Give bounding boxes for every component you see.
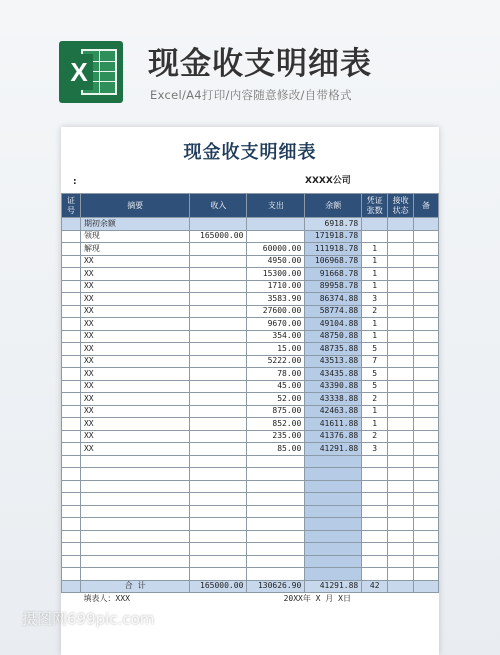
header-cell: 余额 [305,194,362,218]
summary-cell: XX [80,368,190,381]
footer-row [62,593,439,606]
header-cell: 摘要 [80,194,190,218]
balance-cell: 111918.78 [305,243,362,256]
table-row [62,418,439,431]
header-cell: 支出 [247,194,305,218]
total-balance: 41291.88 [305,580,362,593]
table-row [62,280,439,293]
expense-cell: 78.00 [247,368,305,381]
summary-cell: XX [80,405,190,418]
expense-cell: 4950.00 [247,255,305,268]
voucher-count-cell: 2 [362,305,388,318]
table-row [62,430,439,443]
empty-row [62,518,439,531]
voucher-count-cell: 1 [362,243,388,256]
table-row [62,305,439,318]
voucher-count-cell: 1 [362,405,388,418]
total-row [62,580,439,593]
expense-cell: 875.00 [247,405,305,418]
unit-label: : [73,177,77,187]
summary-cell: XX [80,443,190,456]
empty-row [62,505,439,518]
income-cell: 165000.00 [190,230,247,243]
income-cell [190,255,247,268]
summary-cell: 领现 [80,230,190,243]
table-row [62,330,439,343]
empty-row [62,493,439,506]
opening-balance: 6918.78 [305,218,362,231]
voucher-count-cell: 3 [362,293,388,306]
expense-cell: 235.00 [247,430,305,443]
balance-cell: 48735.88 [305,343,362,356]
expense-cell: 85.00 [247,443,305,456]
income-cell [190,443,247,456]
table-row [62,368,439,381]
summary-cell: XX [80,318,190,331]
voucher-count-cell: 1 [362,330,388,343]
expense-cell: 52.00 [247,393,305,406]
income-cell [190,380,247,393]
empty-row [62,555,439,568]
voucher-count-cell: 1 [362,268,388,281]
header-cell: 证号 [62,194,81,218]
total-expense: 130626.90 [247,580,305,593]
preparer: 填表人：XXX [80,593,190,606]
voucher-count-cell: 5 [362,368,388,381]
voucher-count-cell: 3 [362,443,388,456]
table-row [62,443,439,456]
voucher-count-cell: 7 [362,355,388,368]
table-row [62,380,439,393]
excel-icon: X [59,41,123,103]
empty-row [62,455,439,468]
empty-row [62,543,439,556]
summary-cell: XX [80,268,190,281]
summary-cell: XX [80,343,190,356]
table-row [62,318,439,331]
voucher-count-cell: 2 [362,430,388,443]
opening-balance-row [62,218,439,231]
summary-cell: XX [80,393,190,406]
expense-cell: 852.00 [247,418,305,431]
header-cell: 备 [414,194,439,218]
expense-cell: 45.00 [247,380,305,393]
summary-cell: XX [80,418,190,431]
balance-cell: 43435.88 [305,368,362,381]
table-row [62,230,439,243]
summary-cell: XX [80,293,190,306]
company-name: XXXX公司 [305,176,351,186]
income-cell [190,243,247,256]
cash-ledger-table [61,193,439,605]
balance-cell: 48750.88 [305,330,362,343]
balance-cell: 171918.78 [305,230,362,243]
balance-cell: 41376.88 [305,430,362,443]
sheet-title: 现金收支明细表 [183,142,317,163]
income-cell [190,293,247,306]
header-cell: 接收状态 [388,194,414,218]
income-cell [190,305,247,318]
banner-subtitle: Excel/A4打印/内容随意修改/自带格式 [150,88,352,102]
table-row [62,243,439,256]
voucher-count-cell [362,230,388,243]
expense-cell: 354.00 [247,330,305,343]
voucher-count-cell: 1 [362,280,388,293]
table-row [62,343,439,356]
balance-cell: 41291.88 [305,443,362,456]
balance-cell: 49104.88 [305,318,362,331]
balance-cell: 42463.88 [305,405,362,418]
banner [0,0,500,118]
empty-row [62,468,439,481]
balance-cell: 89958.78 [305,280,362,293]
income-cell [190,280,247,293]
voucher-count-cell: 1 [362,318,388,331]
summary-cell: XX [80,430,190,443]
income-cell [190,355,247,368]
expense-cell: 15300.00 [247,268,305,281]
voucher-count-cell: 1 [362,418,388,431]
voucher-count-cell: 1 [362,255,388,268]
header-cell: 凭证张数 [362,194,388,218]
summary-cell: XX [80,330,190,343]
income-cell [190,268,247,281]
expense-cell: 9670.00 [247,318,305,331]
income-cell [190,368,247,381]
summary-cell: XX [80,280,190,293]
income-cell [190,405,247,418]
summary-cell: XX [80,380,190,393]
table-row [62,393,439,406]
table-row [62,405,439,418]
balance-cell: 43390.88 [305,380,362,393]
banner-title: 现金收支明细表 [148,46,372,82]
balance-cell: 58774.88 [305,305,362,318]
expense-cell: 5222.00 [247,355,305,368]
income-cell [190,393,247,406]
total-vouchers: 42 [362,580,388,593]
expense-cell: 60000.00 [247,243,305,256]
balance-cell: 41611.88 [305,418,362,431]
table-row [62,255,439,268]
table-row [62,293,439,306]
balance-cell: 106968.78 [305,255,362,268]
empty-row [62,530,439,543]
income-cell [190,343,247,356]
header-row [62,194,439,218]
spreadsheet-page [61,127,439,655]
watermark: 摄图网699pic.com [22,610,155,628]
voucher-count-cell: 5 [362,343,388,356]
header-cell: 收入 [190,194,247,218]
empty-row [62,568,439,581]
expense-cell: 27600.00 [247,305,305,318]
opening-label: 期初余额 [80,218,190,231]
voucher-count-cell: 5 [362,380,388,393]
income-cell [190,418,247,431]
income-cell [190,430,247,443]
balance-cell: 91668.78 [305,268,362,281]
balance-cell: 43338.88 [305,393,362,406]
balance-cell: 43513.88 [305,355,362,368]
total-income: 165000.00 [190,580,247,593]
expense-cell: 1710.00 [247,280,305,293]
expense-cell [247,230,305,243]
income-cell [190,318,247,331]
total-label: 合 计 [80,580,190,593]
empty-row [62,480,439,493]
expense-cell: 15.00 [247,343,305,356]
report-date: 20XX年 X 月 X日 [247,593,388,606]
summary-cell: XX [80,255,190,268]
income-cell [190,330,247,343]
table-row [62,355,439,368]
expense-cell: 3583.90 [247,293,305,306]
voucher-count-cell: 2 [362,393,388,406]
summary-cell: XX [80,355,190,368]
summary-cell: 解现 [80,243,190,256]
table-row [62,268,439,281]
balance-cell: 86374.88 [305,293,362,306]
summary-cell: XX [80,305,190,318]
